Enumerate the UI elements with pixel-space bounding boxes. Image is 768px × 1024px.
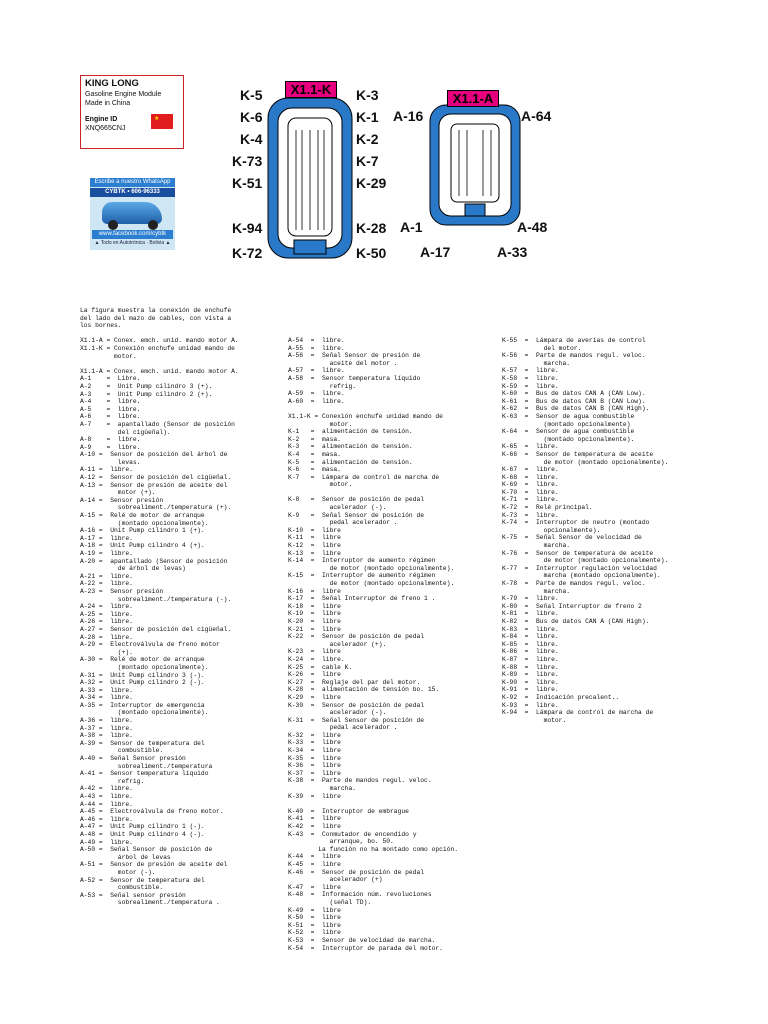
- pin-list-line: acelerador (-).: [288, 709, 387, 717]
- pin-list-line: aceite del motor .: [288, 359, 398, 367]
- pin-list-line: A-14 = Sensor presión: [80, 496, 164, 504]
- pin-list-line: K-70 = libre.: [502, 488, 559, 496]
- pin-list-line: K-44 = libre: [288, 853, 341, 861]
- pin-list-line: A-48 = Unit Pump cilindro 4 (-).: [80, 830, 205, 838]
- pin-label: A-48: [517, 219, 548, 235]
- pin-list-line: K-52 = libre: [288, 929, 341, 937]
- pin-list-line: K-3 = alimentación de tensión.: [288, 443, 413, 451]
- pin-list-line: K-84 = libre.: [502, 633, 559, 641]
- pin-list-line: X1.1-K = Conexión enchufe unidad mando de: [80, 344, 235, 352]
- pin-list-line: K-80 = Señal Interruptor de freno 2: [502, 602, 642, 610]
- pin-list-line: marcha.: [288, 785, 357, 793]
- pin-list-line: K-12 = libre: [288, 542, 341, 550]
- pin-list-line: K-72 = Relé principal.: [502, 504, 593, 512]
- pin-list-line: (montado opcionalmente).: [502, 435, 635, 443]
- module-info-box: [80, 75, 184, 149]
- pin-list-line: arranque, bo. 50.: [288, 838, 394, 846]
- pin-list-line: A-1 = Libre.: [80, 375, 141, 383]
- wheel-icon: [108, 220, 118, 230]
- pin-list-line: A-30 = Relé de motor de arranque: [80, 656, 205, 664]
- pin-list-line: K-66 = Sensor de temperatura de aceite: [502, 450, 654, 458]
- pin-list-line: K-76 = Sensor de temperatura de aceite: [502, 549, 654, 557]
- pin-list-line: A-31 = Unit Pump cilindro 3 (-).: [80, 671, 205, 679]
- pin-list-line: K-47 = libre: [288, 883, 341, 891]
- connector-a-tag: X1.1-A: [447, 90, 499, 107]
- pin-list-line: K-28 = alimentación de tensión bo. 15.: [288, 686, 440, 694]
- pin-list-line: K-26 = libre: [288, 671, 341, 679]
- pin-list-line: K-73 = libre.: [502, 511, 559, 519]
- pin-list-line: K-69 = libre.: [502, 481, 559, 489]
- pin-list-line: A-19 = libre.: [80, 550, 133, 557]
- pin-list-line: K-68 = libre.: [502, 473, 559, 481]
- pin-list-line: K-38 = Parte de mandos regul. veloc.: [288, 777, 432, 785]
- pin-list-line: K-71 = libre.: [502, 496, 559, 504]
- pin-list-line: K-11 = libre: [288, 534, 341, 542]
- pin-list-line: A-12 = Sensor de posición del cigüeñal.: [80, 474, 232, 482]
- pin-list-line: K-56 = Parte de mandos regul. veloc.: [502, 352, 646, 360]
- pin-list-line: acelerador (+): [288, 876, 383, 884]
- pin-list-line: A-2 = Unit Pump cilindro 3 (+).: [80, 382, 213, 390]
- pin-list-line: marcha (montado opcionalmente).: [502, 572, 661, 580]
- engine-id-value: XNQ665CNJ: [85, 125, 126, 132]
- pin-list-line: (montado opcionalmente).: [80, 709, 209, 717]
- pin-list-line: A-33 = libre.: [80, 686, 133, 694]
- pin-label: K-73: [232, 153, 263, 169]
- pin-list-line: (montado opcionalmente): [502, 420, 631, 428]
- pin-list-line: (montado opcionalmente).: [80, 663, 209, 671]
- pin-list-line: K-2 = masa.: [288, 435, 341, 443]
- whatsapp-ad-banner[interactable]: [90, 178, 175, 250]
- pin-list-line: K-57 = libre.: [502, 367, 559, 375]
- pin-list-line: del lado del mazo de cables, con vista a: [80, 314, 232, 322]
- pin-list-line: K-32 = libre: [288, 731, 341, 739]
- pin-list-line: A-4 = libre.: [80, 398, 141, 406]
- pin-list-line: K-24 = libre.: [288, 655, 345, 663]
- pin-list-line: K-30 = Sensor de posición de pedal: [288, 701, 425, 709]
- pin-label: K-3: [356, 87, 379, 103]
- connector-a-diagram: [425, 100, 525, 230]
- pin-list-line: de motor (montado opcionalmente).: [288, 580, 455, 587]
- pin-list-line: acelerador (-).: [288, 504, 387, 512]
- pin-list-line: K-88 = libre.: [502, 663, 559, 671]
- pin-list-line: A-16 = Unit Pump cilindro 1 (+).: [80, 527, 205, 535]
- pin-list-line: A-8 = libre.: [80, 436, 141, 444]
- pin-list-line: del motor.: [502, 344, 582, 352]
- pin-label: A-33: [497, 244, 528, 260]
- pin-list-line: de motor (montado opcionalmente).: [288, 564, 455, 572]
- pin-list-line: X1.1-A = Conex. emch. unid. mando motor A.: [80, 337, 239, 345]
- pin-list-line: K-13 = libre: [288, 549, 341, 557]
- pin-list-line: A-25 = libre.: [80, 610, 133, 618]
- pin-list-line: K-22 = Sensor de posición de pedal: [288, 633, 425, 641]
- pin-list-line: A-54 = libre.: [288, 337, 345, 344]
- pin-list-line: K-59 = libre.: [502, 382, 559, 390]
- pin-list-line: A-55 = libre.: [288, 344, 345, 352]
- pin-list-line: K-17 = Señal Interruptor de freno 1 .: [288, 595, 436, 603]
- pin-list-line: K-75 = Señal Sensor de velocidad de: [502, 534, 642, 542]
- pin-list-line: [288, 489, 498, 497]
- pin-list-line: K-45 = libre: [288, 860, 341, 868]
- pin-list-line: motor.: [288, 481, 353, 489]
- pin-list-line: A-21 = libre.: [80, 572, 133, 580]
- pin-list-line: A-42 = libre.: [80, 785, 133, 793]
- pin-list-line: A-39 = Sensor de temperatura del: [80, 739, 205, 747]
- pin-list-line: X1.1-K = Conexión enchufe unidad mando de: [288, 412, 443, 420]
- pin-list-line: K-85 = libre.: [502, 640, 559, 648]
- pin-list-line: [80, 360, 280, 368]
- pin-list-line: K-65 = libre.: [502, 443, 559, 451]
- pin-list-line: opcionalmente).: [502, 526, 601, 534]
- pin-list-line: A-35 = Interruptor de emergencia: [80, 701, 205, 709]
- pin-label: K-94: [232, 220, 263, 236]
- pin-list-line: K-15 = Interruptor de aumento régimen: [288, 572, 436, 580]
- pin-list-line: motor.: [288, 420, 353, 428]
- pin-list-line: A-23 = Sensor presión: [80, 587, 164, 595]
- pin-list-line: A-50 = Señal Sensor de posición de: [80, 846, 213, 854]
- pin-list-line: A-38 = libre.: [80, 732, 133, 740]
- pin-list-line: K-5 = alimentación de tensión.: [288, 458, 413, 466]
- pin-list-line: A-46 = libre.: [80, 815, 133, 823]
- pin-list-line: levas.: [80, 458, 141, 466]
- pin-list-line: K-55 = Lámpara de averías de control: [502, 337, 646, 344]
- pin-list-line: K-48 = Información núm. revoluciones: [288, 891, 432, 899]
- pin-list-line: K-86 = libre.: [502, 648, 559, 656]
- pin-list-line: A-27 = Sensor de posición del cigüeñal.: [80, 625, 232, 633]
- pin-list-line: motor (-).: [80, 868, 156, 876]
- pin-list-line: K-90 = libre.: [502, 678, 559, 686]
- pin-list-line: sobrealiment./temperatura (-).: [80, 595, 232, 603]
- pin-list-line: refrig.: [288, 382, 357, 390]
- pin-list-line: K-27 = Reglaje del par del motor.: [288, 678, 421, 686]
- pin-list-line: A-51 = Sensor de presión de aceite del: [80, 861, 228, 869]
- pin-list-line: K-14 = Interruptor de aumento régimen: [288, 557, 436, 565]
- pin-list-line: A-56 = Señal Sensor de presión de: [288, 352, 421, 360]
- pin-list-line: (montado opcionalmente).: [80, 519, 209, 527]
- pin-list-line: combustible.: [80, 747, 164, 755]
- pin-label: A-1: [400, 219, 423, 235]
- pin-list-line: A-22 = libre.: [80, 580, 133, 588]
- ad-line-3: www.facebook.com/cybtk: [92, 230, 173, 239]
- pin-list-line: A-49 = libre.: [80, 838, 133, 846]
- module-subtitle: Gasoline Engine Module: [85, 91, 162, 98]
- pin-list-line: K-40 = Interruptor de embrague: [288, 807, 409, 815]
- pin-list-line: A-58 = Sensor temperatura líquido: [288, 374, 421, 382]
- pin-list-line: A-47 = Unit Pump cilindro 1 (-).: [80, 823, 205, 831]
- origin-text: Made in China: [85, 100, 131, 107]
- pin-label: K-50: [356, 245, 387, 261]
- pin-list-line: marcha.: [502, 587, 571, 595]
- pin-list-line: motor (+).: [80, 489, 156, 497]
- pin-list-line: A-53 = Señal sensor presión: [80, 891, 186, 899]
- pin-list-line: K-63 = Sensor de agua combustible: [502, 412, 635, 420]
- pin-list-column-1: [80, 307, 280, 907]
- pin-list-line: K-81 = libre.: [502, 610, 559, 618]
- pin-list-line: K-37 = libre: [288, 769, 341, 777]
- ad-line-1: Escribe a nuestro WhatsApp: [90, 178, 175, 187]
- pin-label: K-4: [240, 131, 263, 147]
- pin-list-line: K-23 = libre: [288, 648, 341, 656]
- pin-list-line: pedal acelerador .: [288, 724, 398, 732]
- pin-list-line: A-37 = libre.: [80, 724, 133, 732]
- pin-label: A-16: [393, 108, 424, 124]
- pin-label: K-5: [240, 87, 263, 103]
- pin-label: K-28: [356, 220, 387, 236]
- pin-list-line: K-79 = libre.: [502, 595, 559, 603]
- china-flag-icon: ★: [151, 114, 173, 129]
- pin-list-line: K-61 = Bus de datos CAN B (CAN Low).: [502, 397, 646, 405]
- pin-list-line: A-13 = Sensor de presión de aceite del: [80, 481, 228, 489]
- pin-list-line: los bornes.: [80, 322, 122, 330]
- pin-list-line: A-20 = apantallado (Sensor de posición: [80, 557, 228, 565]
- pin-list-line: X1.1-A = Conex. emch. unid. mando motor A.: [80, 367, 239, 375]
- pin-list-line: A-36 = libre.: [80, 717, 133, 725]
- pin-list-line: sobrealiment./temperatura (+).: [80, 504, 232, 512]
- pin-list-line: K-91 = libre.: [502, 686, 559, 694]
- ad-line-4: ▲ Todo en Autotrónica · Bolivia ▲: [94, 240, 171, 246]
- pin-list-line: A-5 = libre.: [80, 405, 141, 413]
- pin-list-line: A-40 = Señal Sensor presión: [80, 755, 186, 763]
- pin-list-line: K-29 = libre: [288, 693, 341, 701]
- pin-list-line: K-39 = libre: [288, 792, 341, 800]
- pin-list-line: A-28 = libre.: [80, 633, 133, 641]
- pin-list-line: K-82 = Bus de datos CAN A (CAN High).: [502, 617, 650, 625]
- pin-list-line: K-64 = Sensor de agua combustible: [502, 428, 635, 436]
- pin-list-line: marcha.: [502, 359, 571, 367]
- pin-list-line: A-26 = libre.: [80, 618, 133, 626]
- pin-list-line: K-67 = libre.: [502, 466, 559, 474]
- pin-list-line: A-59 = libre.: [288, 390, 345, 398]
- pin-list-line: motor.: [80, 352, 137, 360]
- pin-list-line: del cigüeñal).: [80, 428, 171, 436]
- pin-list-line: K-50 = libre: [288, 914, 341, 922]
- pin-list-line: (señal TD).: [288, 898, 372, 906]
- pin-list-line: K-25 = cable K.: [288, 663, 353, 671]
- pin-list-line: K-53 = Sensor de velocidad de marcha.: [288, 936, 436, 944]
- pin-list-line: K-35 = libre: [288, 754, 341, 762]
- connector-k-diagram: [260, 90, 360, 270]
- pin-list-line: K-4 = masa.: [288, 450, 341, 458]
- pin-list-line: K-9 = Señal Sensor de posición de: [288, 511, 425, 519]
- pin-list-line: A-57 = libre.: [288, 367, 345, 375]
- pin-list-line: A-34 = libre.: [80, 694, 133, 702]
- pin-list-line: A-45 = Electroválvula de freno motor.: [80, 808, 224, 816]
- pin-label: K-2: [356, 131, 379, 147]
- wheel-icon: [148, 220, 158, 230]
- pin-list-line: pedal acelerador .: [288, 519, 398, 527]
- pin-list-line: de árbol de levas): [80, 565, 186, 573]
- pin-list-line: refrig.: [80, 777, 145, 785]
- connector-k-tag: X1.1-K: [285, 81, 337, 98]
- pin-list-line: K-34 = libre: [288, 747, 341, 755]
- pin-list-line: K-7 = Lámpara de control de marcha de: [288, 473, 440, 481]
- pin-list-column-2: [288, 337, 498, 952]
- pin-label: A-64: [521, 108, 552, 124]
- pin-list-line: A-24 = libre.: [80, 603, 133, 611]
- pin-list-line: A-10 = Sensor de posición del árbol de: [80, 451, 228, 459]
- pin-list-line: A-52 = Sensor de temperatura del: [80, 876, 205, 884]
- pin-list-line: K-93 = libre.: [502, 701, 559, 709]
- pin-list-line: [288, 405, 498, 413]
- pin-list-line: [288, 800, 498, 808]
- pin-list-line: A-29 = Electroválvula de freno motor: [80, 641, 220, 649]
- pin-list-line: K-83 = libre.: [502, 625, 559, 633]
- pin-list-line: K-16 = libre: [288, 587, 341, 595]
- pin-label: K-51: [232, 175, 263, 191]
- pin-list-line: La figura muestra la conexión de enchufe: [80, 307, 232, 314]
- pin-list-line: A-17 = libre.: [80, 534, 133, 542]
- pin-list-line: A-6 = libre.: [80, 413, 141, 421]
- pin-list-line: K-41 = libre: [288, 815, 341, 823]
- pin-list-line: de motor (montado opcionalmente).: [502, 557, 669, 565]
- pin-label: A-17: [420, 244, 451, 260]
- pin-list-line: árbol de levas: [80, 853, 171, 861]
- pin-list-line: K-58 = libre.: [502, 374, 559, 382]
- pin-list-line: A-11 = libre.: [80, 466, 133, 474]
- pin-list-line: K-1 = alimentación de tensión.: [288, 428, 413, 436]
- pin-list-line: K-19 = libre: [288, 610, 341, 618]
- pin-label: K-1: [356, 109, 379, 125]
- brand-title: KING LONG: [85, 78, 139, 89]
- pin-list-line: A-7 = apantallado (Sensor de posición: [80, 420, 235, 428]
- pin-label: K-72: [232, 245, 263, 261]
- pin-list-line: A-44 = libre.: [80, 800, 133, 808]
- pin-list-line: K-87 = libre.: [502, 655, 559, 663]
- pin-list-line: K-62 = Bus de datos CAN B (CAN High).: [502, 405, 650, 413]
- pin-list-line: A-43 = libre.: [80, 793, 133, 800]
- pin-list-line: A-60 = libre.: [288, 397, 345, 405]
- pin-list-line: A-32 = Unit Pump cilindro 2 (-).: [80, 679, 205, 687]
- engine-id-label: Engine ID: [85, 116, 118, 123]
- pin-list-line: A-3 = Unit Pump cilindro 2 (+).: [80, 390, 213, 398]
- pin-list-line: de motor (montado opcionalmente).: [502, 458, 669, 466]
- pin-list-line: marcha.: [502, 542, 571, 550]
- pin-list-line: A-18 = Unit Pump cilindro 4 (+).: [80, 542, 205, 550]
- pin-label: K-29: [356, 175, 387, 191]
- pin-list-line: K-94 = Lámpara de control de marcha de: [502, 709, 654, 717]
- pin-list-line: K-43 = Conmutador de encendido y: [288, 830, 417, 838]
- pin-list-line: K-77 = Interruptor regulación velocidad: [502, 564, 657, 572]
- pin-list-line: K-21 = libre: [288, 625, 341, 633]
- pin-list-line: A-41 = Sensor temperatura líquido: [80, 770, 209, 778]
- pin-list-line: A-9 = libre.: [80, 443, 141, 451]
- pin-list-line: K-31 = Señal Sensor de posición de: [288, 716, 425, 724]
- pin-list-line: combustible.: [80, 884, 164, 892]
- pin-list-line: acelerador (+).: [288, 640, 387, 648]
- pin-list-line: K-8 = Sensor de posición de pedal: [288, 496, 425, 504]
- pin-list-line: K-33 = libre: [288, 739, 341, 747]
- pin-list-column-3: [502, 337, 722, 724]
- pin-list-line: sobrealiment./temperatura .: [80, 899, 220, 907]
- pin-list-line: K-49 = libre: [288, 906, 341, 914]
- pin-list-line: K-92 = Indicación precalent..: [502, 693, 620, 701]
- pin-list-line: La función no ha montado como opción.: [288, 845, 459, 853]
- pin-list-line: K-89 = libre.: [502, 671, 559, 679]
- ad-line-2: CYBTK • 606-96333: [90, 188, 175, 197]
- pin-list-line: sobrealiment./temperatura: [80, 762, 213, 770]
- pin-list-line: (+).: [80, 648, 133, 656]
- pin-list-line: K-60 = Bus de datos CAN A (CAN Low).: [502, 390, 646, 398]
- pin-list-line: K-46 = Sensor de posición de pedal: [288, 868, 425, 876]
- pin-list-line: K-36 = libre: [288, 762, 341, 770]
- pin-list-line: [80, 330, 280, 338]
- pin-list-line: K-42 = libre: [288, 823, 341, 830]
- pin-list-line: K-78 = Parte de mandos regul. veloc.: [502, 580, 646, 587]
- pin-list-line: K-10 = libre: [288, 526, 341, 534]
- pin-list-line: K-18 = libre: [288, 602, 341, 610]
- pin-list-line: K-6 = masa.: [288, 466, 341, 474]
- pin-label: K-6: [240, 109, 263, 125]
- pin-list-line: A-15 = Relé de motor de arranque: [80, 512, 205, 520]
- pin-list-line: K-51 = libre: [288, 921, 341, 929]
- pin-list-line: K-74 = Interruptor de neutro (montado: [502, 519, 650, 527]
- pin-list-line: K-54 = Interruptor de parada del motor.: [288, 944, 443, 952]
- pin-list-line: K-20 = libre: [288, 617, 341, 625]
- pin-list-line: motor.: [502, 716, 567, 724]
- pin-label: K-7: [356, 153, 379, 169]
